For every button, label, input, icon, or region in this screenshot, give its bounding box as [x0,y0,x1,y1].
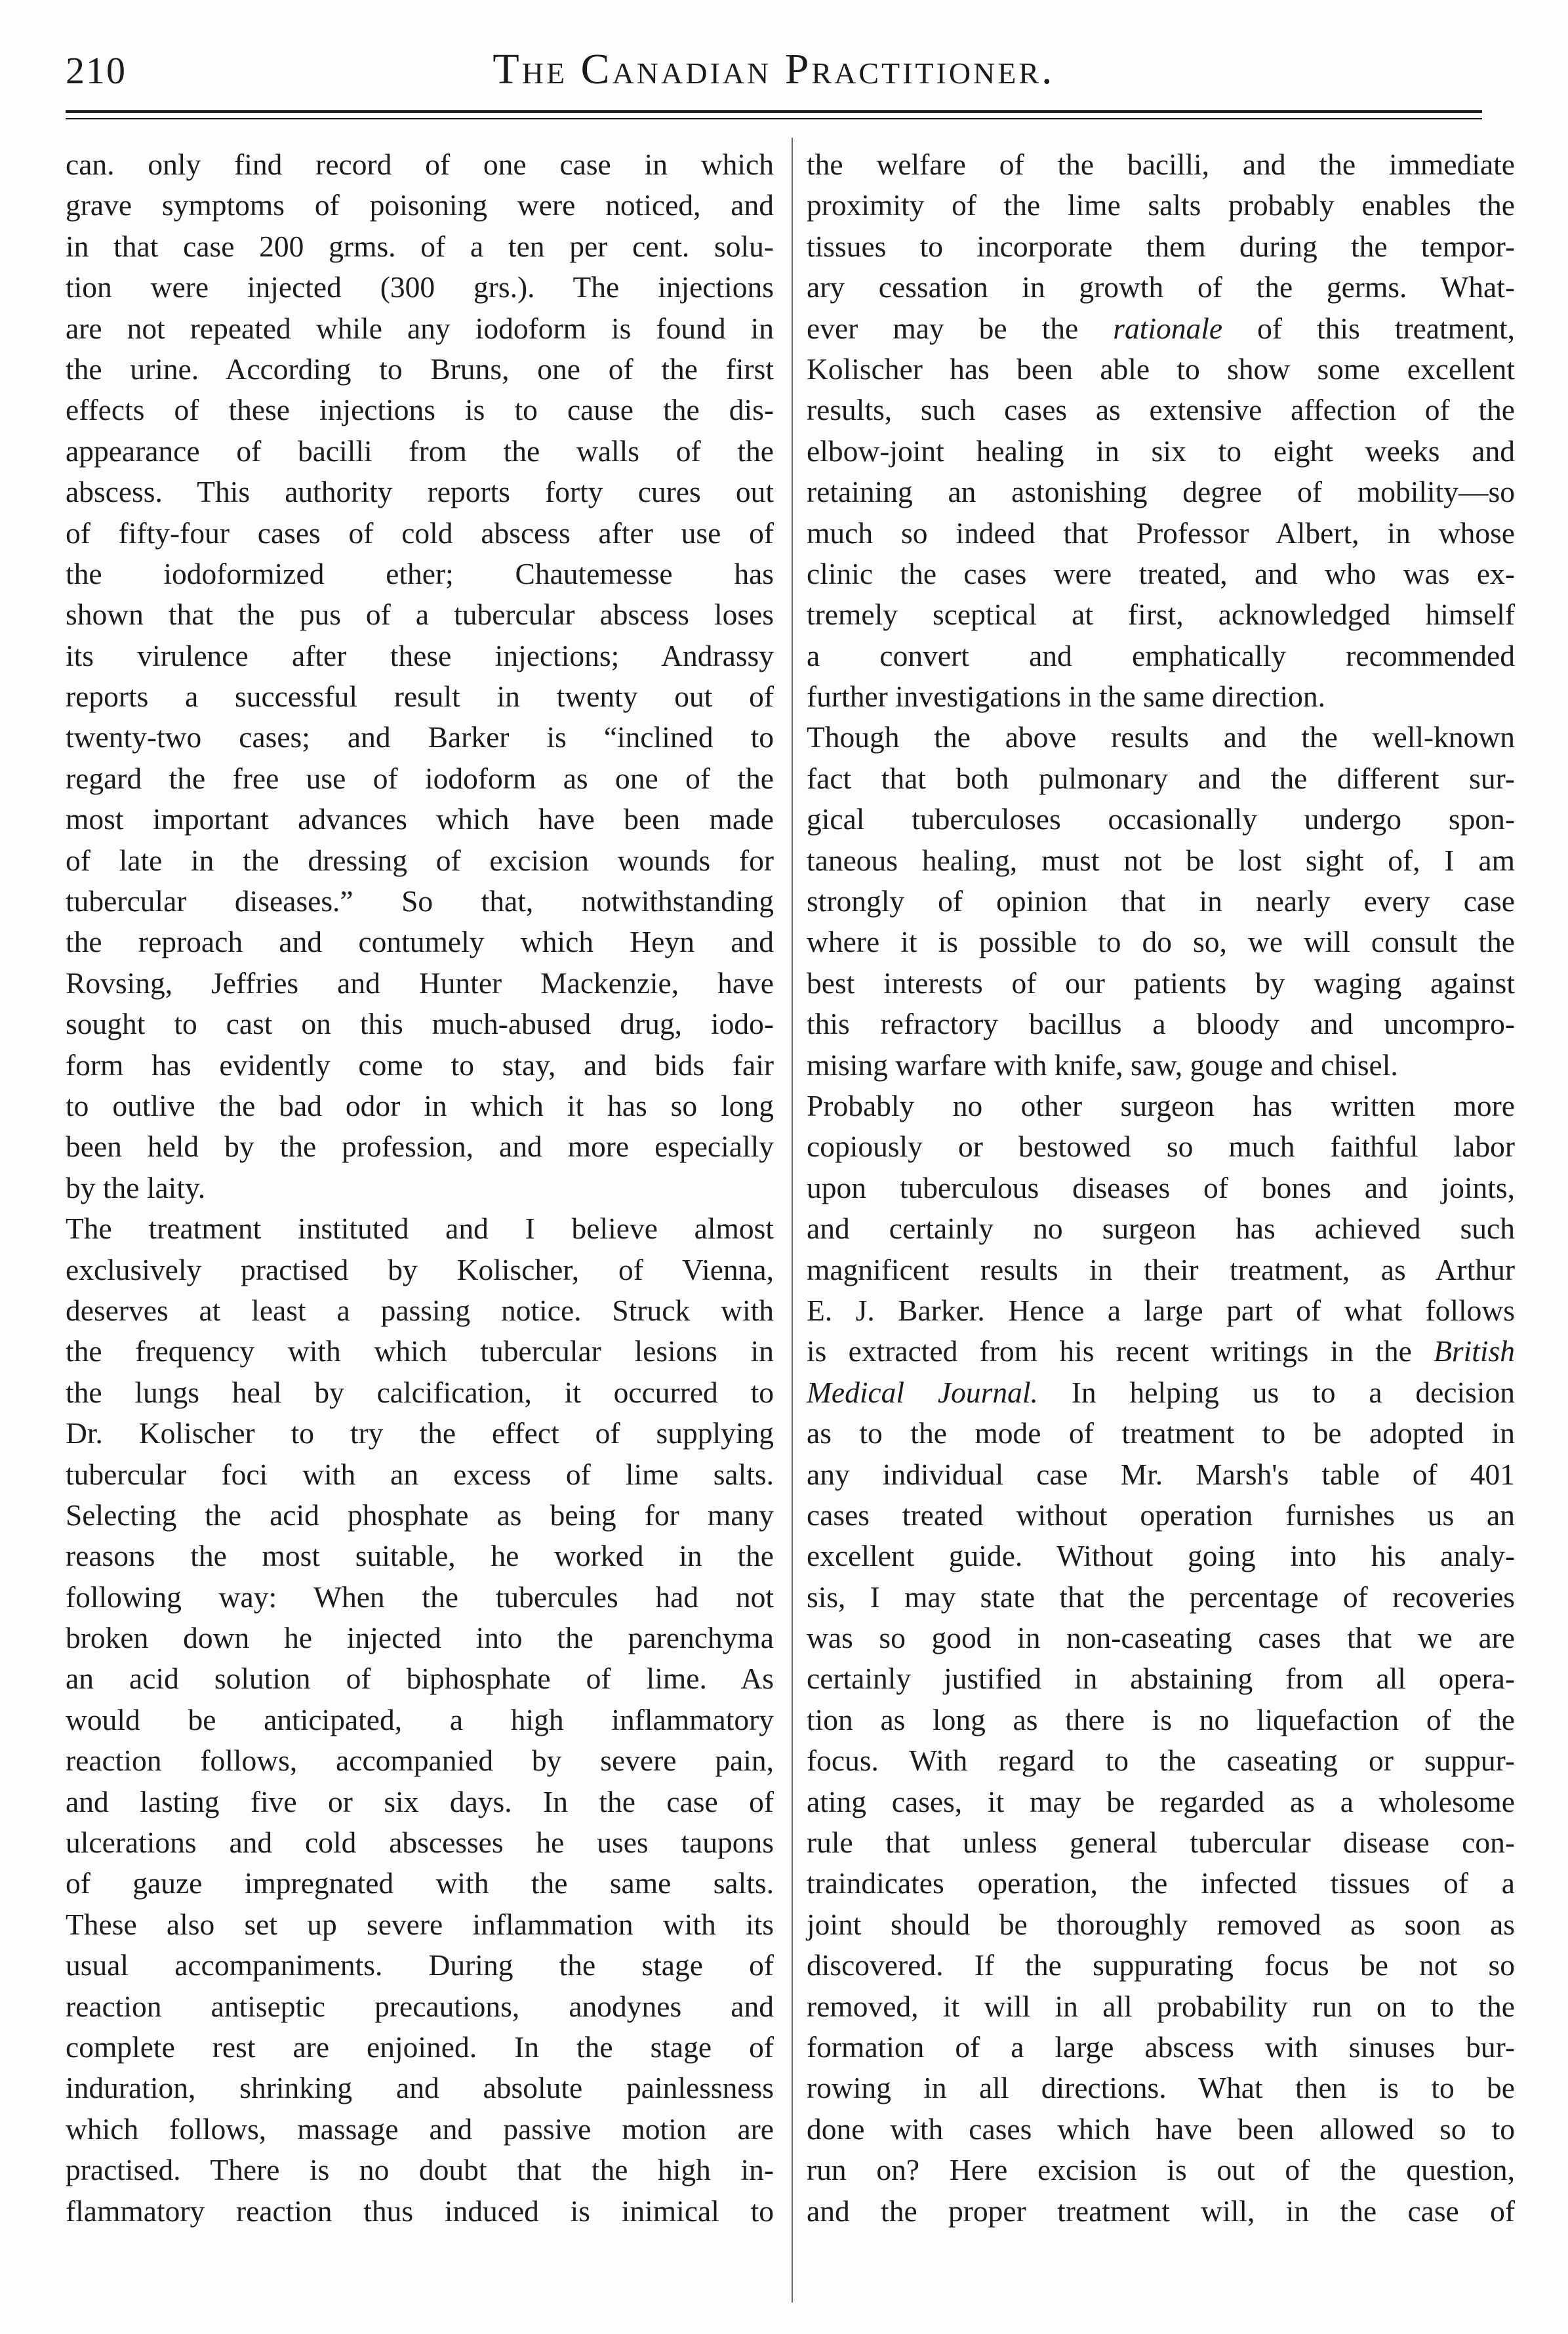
right-column [807,144,1515,2232]
text-line: focus. With regard to the caseating or suppur- [807,1744,1515,1778]
text-line: reasons the most suitable, he worked in the [66,1539,774,1573]
text-line: complete rest are enjoined. In the stage of [66,2030,774,2064]
text-line: effects of these injections is to cause the dis- [66,393,774,427]
text-line: and the proper treatment will, in the case of [807,2194,1515,2228]
text-line: retaining an astonishing degree of mobility—so [807,475,1515,509]
text-line: ever may be the rationale of this treatment, [807,311,1515,345]
text-line: upon tuberculous diseases of bones and joints, [807,1170,1515,1204]
text-line: joint should be thoroughly removed as soon as [807,1907,1515,1941]
text-line: flammatory reaction thus induced is inimical to [66,2194,774,2228]
text-line: fact that both pulmonary and the different sur- [807,761,1515,795]
text-line: discovered. If the suppurating focus be not so [807,1948,1515,1982]
text-line: proximity of the lime salts probably enables the [807,188,1515,222]
text-line: an acid solution of biphosphate of lime. As [66,1662,774,1696]
text-line: a convert and emphatically recommended [807,638,1515,672]
text-line: practised. There is no doubt that the high in- [66,2153,774,2187]
text-line: mising warfare with knife, saw, gouge and chisel. [807,1048,1398,1082]
text-line: the iodoformized ether; Chautemesse has [66,556,774,590]
text-line: These also set up severe inflammation with its [66,1907,774,1941]
text-line: exclusively practised by Kolischer, of Vienna, [66,1252,774,1286]
text-line: was so good in non-caseating cases that we are [807,1621,1515,1655]
text-line: most important advances which have been made [66,802,774,836]
text-line: reaction antiseptic precautions, anodynes and [66,1989,774,2023]
text-line: elbow-joint healing in six to eight weeks and [807,434,1515,468]
left-column [66,144,774,2232]
text-line: gical tuberculoses occasionally undergo spon- [807,802,1515,836]
text-line: clinic the cases were treated, and who was ex- [807,556,1515,590]
text-line: the welfare of the bacilli, and the immediate [807,148,1515,181]
text-line: this refractory bacillus a bloody and uncompro- [807,1007,1515,1041]
text-line: twenty-two cases; and Barker is “inclined to [66,720,774,754]
text-line: ating cases, it may be regarded as a wholesome [807,1784,1515,1818]
text-line: Though the above results and the well-known [807,720,1515,754]
text-line: the reproach and contumely which Heyn and [66,925,774,959]
text-line: sis, I may state that the percentage of recoveries [807,1580,1515,1614]
text-line: Rovsing, Jeffries and Hunter Mackenzie, have [66,966,774,1000]
text-line: is extracted from his recent writings in the British [807,1334,1515,1368]
header-rule-thin [66,118,1482,119]
text-line: The treatment instituted and I believe almost [66,1212,774,1246]
column-divider [792,138,793,2303]
text-line: to outlive the bad odor in which it has so long [66,1088,774,1122]
text-line: deserves at least a passing notice. Struck with [66,1293,774,1327]
text-line: done with cases which have been allowed so to [807,2112,1515,2146]
text-line: been held by the profession, and more especially [66,1130,774,1164]
text-line: best interests of our patients by waging against [807,966,1515,1000]
text-line: removed, it will in all probability run on to the [807,1989,1515,2023]
text-line: rowing in all directions. What then is to be [807,2071,1515,2105]
text-line: magnificent results in their treatment, as Arthur [807,1252,1515,1286]
text-line: tubercular diseases.” So that, notwithstanding [66,884,774,918]
text-line: run on? Here excision is out of the question, [807,2153,1515,2187]
text-line: copiously or bestowed so much faithful labor [807,1130,1515,1164]
text-line: rule that unless general tubercular disease con- [807,1826,1515,1860]
text-line: form has evidently come to stay, and bids fair [66,1048,774,1082]
text-line: as to the mode of treatment to be adopted in [807,1416,1515,1450]
text-line: tubercular foci with an excess of lime salts. [66,1457,774,1491]
text-line: formation of a large abscess with sinuses bur- [807,2030,1515,2064]
text-line: of fifty-four cases of cold abscess after use of [66,516,774,550]
text-line: in that case 200 grms. of a ten per cent. solu- [66,229,774,263]
text-line: can. only find record of one case in which [66,148,774,181]
text-line: are not repeated while any iodoform is found in [66,311,774,345]
text-line: tremely sceptical at first, acknowledged himself [807,598,1515,632]
text-line: any individual case Mr. Marsh's table of 401 [807,1457,1515,1491]
text-line: sought to cast on this much-abused drug, iodo- [66,1007,774,1041]
text-line: would be anticipated, a high inflammatory [66,1702,774,1736]
page-header [66,39,1482,112]
text-line: grave symptoms of poisoning were noticed, and [66,188,774,222]
text-line: strongly of opinion that in nearly every case [807,884,1515,918]
text-line: certainly justified in abstaining from all opera- [807,1662,1515,1696]
text-line: following way: When the tubercules had not [66,1580,774,1614]
text-line: the frequency with which tubercular lesions in [66,1334,774,1368]
text-line: Kolischer has been able to show some excellent [807,352,1515,386]
text-line: ulcerations and cold abscesses he uses taupons [66,1826,774,1860]
text-line: shown that the pus of a tubercular abscess loses [66,598,774,632]
text-line: results, such cases as extensive affection of the [807,393,1515,427]
page-number: 210 [66,49,127,92]
text-line: usual accompaniments. During the stage of [66,1948,774,1982]
text-line: appearance of bacilli from the walls of the [66,434,774,468]
text-line: which follows, massage and passive motion are [66,2112,774,2146]
text-line: E. J. Barker. Hence a large part of what follows [807,1293,1515,1327]
text-line: of gauze impregnated with the same salts. [66,1866,774,1900]
text-line: taneous healing, must not be lost sight of, I am [807,843,1515,877]
text-line: of late in the dressing of excision wounds for [66,843,774,877]
text-line: broken down he injected into the parenchyma [66,1621,774,1655]
text-line: Probably no other surgeon has written more [807,1088,1515,1122]
text-line: tissues to incorporate them during the tempor- [807,229,1515,263]
text-line: tion as long as there is no liquefaction of the [807,1702,1515,1736]
text-line: much so indeed that Professor Albert, in whose [807,516,1515,550]
text-line: where it is possible to do so, we will consult the [807,925,1515,959]
text-line: reports a successful result in twenty out of [66,680,774,714]
text-line: reaction follows, accompanied by severe pain, [66,1744,774,1778]
text-line: the lungs heal by calcification, it occurred to [66,1375,774,1409]
text-line: by the laity. [66,1170,206,1204]
text-line: induration, shrinking and absolute painlessness [66,2071,774,2105]
text-line: the urine. According to Bruns, one of the first [66,352,774,386]
text-line: cases treated without operation furnishes us an [807,1498,1515,1532]
text-line: its virulence after these injections; Andrassy [66,638,774,672]
text-line: Selecting the acid phosphate as being for many [66,1498,774,1532]
text-line: ary cessation in growth of the germs. What- [807,270,1515,304]
text-line: further investigations in the same direction. [807,680,1325,714]
text-line: traindicates operation, the infected tissues of a [807,1866,1515,1900]
text-line: and lasting five or six days. In the case of [66,1784,774,1818]
text-line: regard the free use of iodoform as one of the [66,761,774,795]
header-rule-thick [66,110,1482,113]
text-line: Dr. Kolischer to try the effect of supplying [66,1416,774,1450]
running-title: The Canadian Practitioner. [493,45,1055,93]
text-line: excellent guide. Without going into his analy- [807,1539,1515,1573]
text-line: and certainly no surgeon has achieved such [807,1212,1515,1246]
text-line: tion were injected (300 grs.). The injections [66,270,774,304]
text-line: abscess. This authority reports forty cures out [66,475,774,509]
text-line: Medical Journal. In helping us to a decision [807,1375,1515,1409]
